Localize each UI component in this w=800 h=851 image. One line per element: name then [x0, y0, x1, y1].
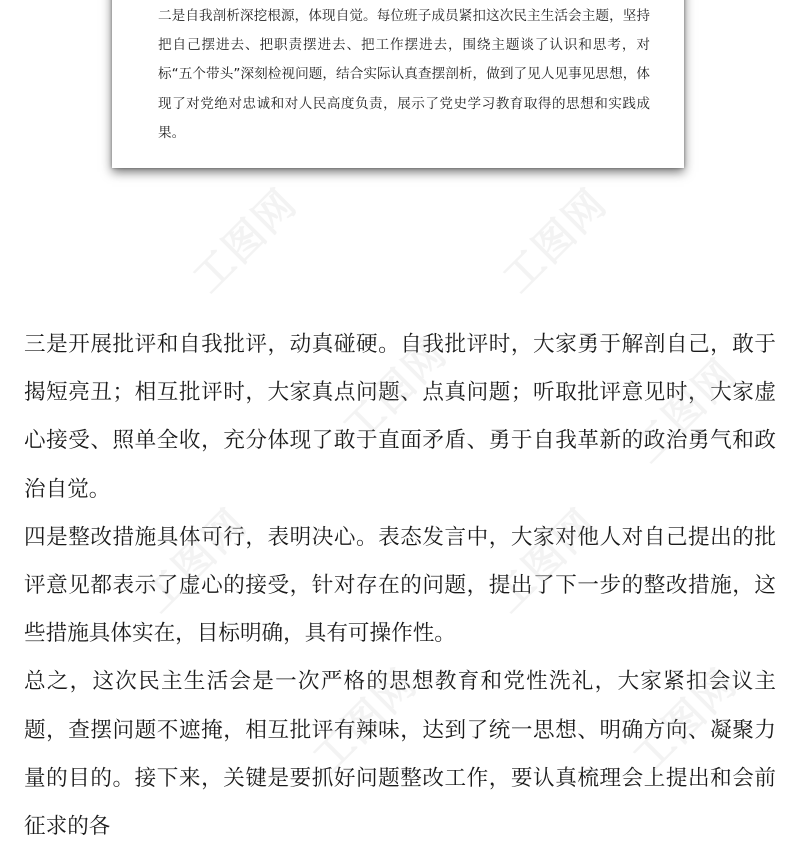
document-card-image	[112, 0, 684, 168]
watermark: 工图网	[494, 180, 617, 302]
watermark: 工图网	[134, 500, 257, 622]
watermark: 工图网	[334, 330, 457, 452]
body-paragraph-2: 四是整改措施具体可行，表明决心。表态发言中，大家对他人对自己提出的批评意见都表示了虚心的接受，针对存在的问题，提出了下一步的整改措施，这些措施具体实在，目标明确，具有可操作性。	[24, 524, 776, 647]
body-paragraph-1: 三是开展批评和自我批评，动真碰硬。自我批评时，大家勇于解剖自己，敢于揭短亮丑；相互批评时，大家真点问题、点真问题；听取批评意见时，大家虚心接受、照单全收，充分体现了敢于直面矛盾、勇于自我革新的政治勇气和政治自觉。	[24, 332, 776, 502]
body-paragraph-3: 总之，这次民主生活会是一次严格的思想教育和党性洗礼，大家紧扣会议主题，查摆问题不遮掩，相互批评有辣味，达到了统一思想、明确方向、凝聚力量的目的。接下来，关键是要抓好问题整改工作，要认真梳理会上提出和会前征求的各	[24, 669, 776, 840]
watermark: 工图网	[484, 500, 607, 622]
card-paragraph: 二是自我剖析深挖根源，体现自觉。每位班子成员紧扣这次民主生活会主题，坚持把自己摆进去、把职责摆进去、把工作摆进去，围绕主题谈了认识和思考，对标“五个带头”深刻检视问题，结合实际认真查摆剖析，做到了见人见事见思想，体现了对党绝对忠诚和对人民高度负责，展示了党史学习教育取得的思想和实践成果。	[158, 8, 650, 141]
watermark: 工图网	[304, 660, 427, 782]
watermark: 工图网	[624, 350, 747, 472]
watermark: 工图网	[624, 660, 747, 782]
watermark: 工图网	[184, 180, 307, 302]
body-content	[24, 321, 776, 851]
